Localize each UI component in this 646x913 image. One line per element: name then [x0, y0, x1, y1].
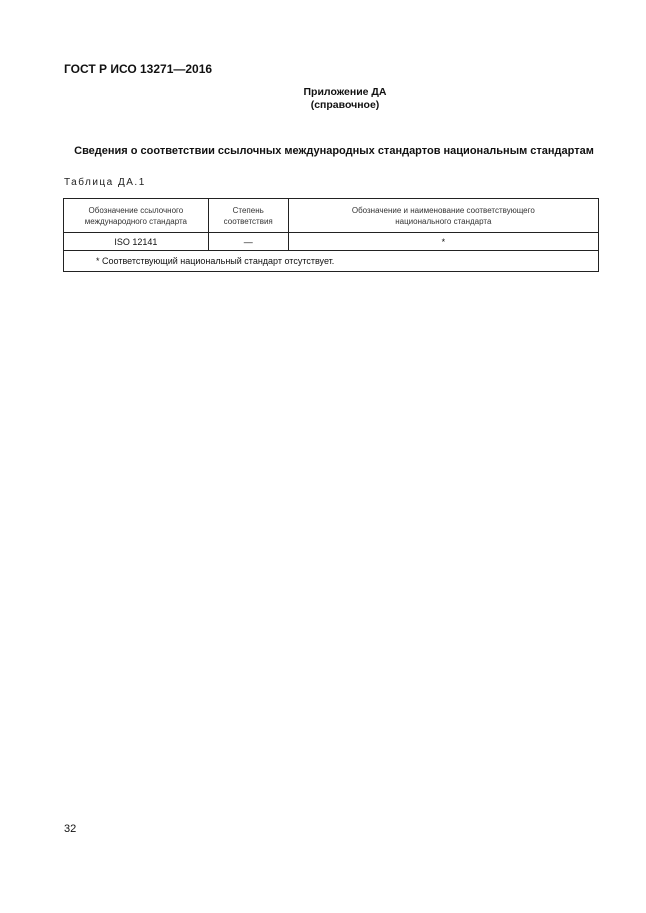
page-number: 32 — [64, 823, 77, 835]
cell-ref-standard: ISO 12141 — [64, 233, 209, 251]
cell-degree: — — [208, 233, 288, 251]
document-designation: ГОСТ Р ИСО 13271—2016 — [64, 62, 213, 76]
header-degree-line2: соответствия — [223, 216, 273, 226]
header-degree — [208, 199, 288, 233]
appendix-status: (справочное) — [310, 99, 380, 111]
header-ref-standard — [64, 199, 209, 233]
section-title: Сведения о соответствии ссылочных международных стандартов национальным стандартам — [74, 145, 594, 157]
table-footnote: * Соответствующий национальный стандарт отсутствует. — [64, 251, 599, 272]
header-national-line1: Обозначение и наименование соответствующего — [351, 205, 535, 215]
correspondence-table — [63, 198, 599, 272]
header-national-line2: национального стандарта — [395, 216, 492, 226]
header-ref-standard-line2: международного стандарта — [84, 216, 188, 226]
appendix-heading — [290, 86, 400, 112]
table-caption: Таблица ДА.1 — [64, 177, 146, 188]
header-national-standard — [288, 199, 598, 233]
table-header-row — [64, 199, 599, 233]
table-row — [64, 233, 599, 251]
appendix-title: Приложение ДА — [303, 86, 387, 98]
cell-national-standard: * — [288, 233, 598, 251]
header-degree-line1: Степень — [232, 205, 264, 215]
table-footnote-row — [64, 251, 599, 272]
header-ref-standard-line1: Обозначение ссылочного — [88, 205, 184, 215]
